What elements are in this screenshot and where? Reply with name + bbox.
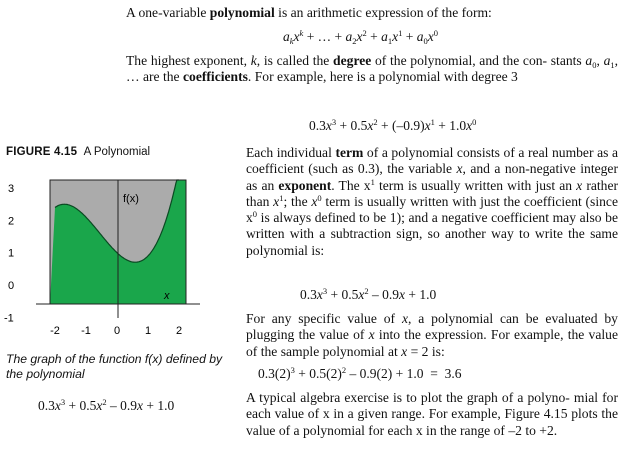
y-tick-label: 2: [8, 215, 15, 228]
term-exponent: exponent: [278, 177, 332, 193]
intro-text: , is called the: [256, 53, 334, 68]
body-text: , and a non-negative integer as an: [246, 161, 618, 193]
figure-caption: The graph of the function f(x) defined by the polynomial: [6, 352, 223, 381]
x-tick-label: -1: [81, 325, 91, 337]
intro-text: of the polynomial, and the con- stants: [371, 53, 586, 68]
term-term: term: [335, 145, 364, 160]
var-k: k: [250, 53, 257, 68]
intro-text: The highest exponent,: [126, 53, 251, 68]
fx-axis-label: f(x): [123, 193, 139, 205]
body-text: rather than: [246, 177, 619, 209]
intro-text: A one-variable: [126, 5, 210, 20]
x-tick-label: 0: [113, 325, 121, 337]
y-tick-label: 0: [8, 280, 15, 292]
body-text: of a polynomial consists of a real number as a coefficient (such as 0.3), the variable: [246, 145, 618, 177]
caption-equation: $0.3x^3 + 0.5x^2 - 0.9x + 1.0$: [38, 397, 175, 413]
figure-title: A Polynomial: [83, 146, 151, 158]
y-tick-label: 1: [8, 247, 15, 260]
intro-text: are the: [139, 69, 183, 85]
figure-label: [6, 146, 150, 158]
body-text: Each individual: [246, 145, 336, 160]
intro-paragraph-1: [126, 5, 616, 21]
equation-example: $0.3x^3 + 0.5x^2 + (-0.9)x^1 + 1.0x^0$: [309, 117, 477, 133]
body-text: For any specific value of: [246, 311, 402, 326]
body-text: is always defined to be 1); and a negative coefficient may also be written with a subtraction sign, so another way to write the same polynomial is:: [246, 210, 618, 258]
body-text: term is usually written with just an: [374, 177, 577, 193]
evaluation-paragraph: For any specific value of x, a polynomial can be evaluated by plugging the value of x into the expression. For example, the value of the sample polynomial at x = 2 is:: [246, 311, 618, 359]
term-polynomial: polynomial: [209, 5, 275, 20]
x-tick-label: 2: [175, 325, 183, 337]
term-coefficients: coefficients: [183, 69, 248, 85]
equation-evaluation: $0.3(2)^3 + 0.5(2)^2 - 0.9(2) + 1.0 = 3.6$: [258, 365, 462, 381]
body-text: term is usually written with just the coefficient (since x: [246, 193, 618, 226]
body-text: into the expression. For example, the value of the sample polynomial at: [246, 327, 618, 359]
body-text: = 2 is:: [407, 343, 445, 359]
body-text: ; the: [283, 193, 312, 209]
intro-text: . For example, here is a polynomial with degree 3: [247, 69, 518, 85]
term-degree: degree: [333, 53, 372, 68]
figure-number: FIGURE 4.15: [6, 146, 78, 158]
x-tick-label: 1: [144, 325, 152, 337]
y-tick-label: 3: [8, 183, 15, 196]
x-axis-label: x: [164, 290, 170, 302]
body-text: . The x: [331, 177, 371, 193]
x-tick-label: -2: [50, 325, 60, 337]
polynomial-plot: [0, 168, 236, 350]
equation-general-form: $a_kx^k$ + … + $a_2x^2 + a_1x^1 + a_0x^0$: [283, 28, 439, 46]
intro-text: is an arithmetic expression of the form:: [274, 5, 492, 20]
terms-paragraph: Each individual term of a polynomial consists of a real number as a coefficient (such as 0.3), the variable x, and a non-negative integer as an exponent. The $x^1$ term is usually written with just an x rather than $x^1$; the $x^0$ term is usually written with just the coefficient (since $x^0$ is always defined to be 1); and a negative coefficient may also be written with a subtraction sign, so another way to write the same polynomial is:: [246, 145, 619, 258]
intro-paragraph-2: The highest exponent, k, is called the degree of the polynomial, and the con- stants $a_0$, $a_1$, … are the coefficients. For example, here is a polynomial with degree 3: [126, 53, 619, 85]
body-text: , a polynomial can be evaluated by plugging the value of: [246, 311, 618, 343]
var-x: x: [456, 161, 463, 177]
plotting-paragraph: A typical algebra exercise is to plot the graph of a polyno- mial for each value of x in a given range. For example, Figure 4.15 plots the value of a polynomial for each x in the range of –2 to +2.: [246, 390, 618, 438]
y-tick-label: -1: [4, 312, 14, 325]
equation-simplified: $0.3x^3 + 0.5x^2 - 0.9x + 1.0$: [300, 286, 437, 302]
